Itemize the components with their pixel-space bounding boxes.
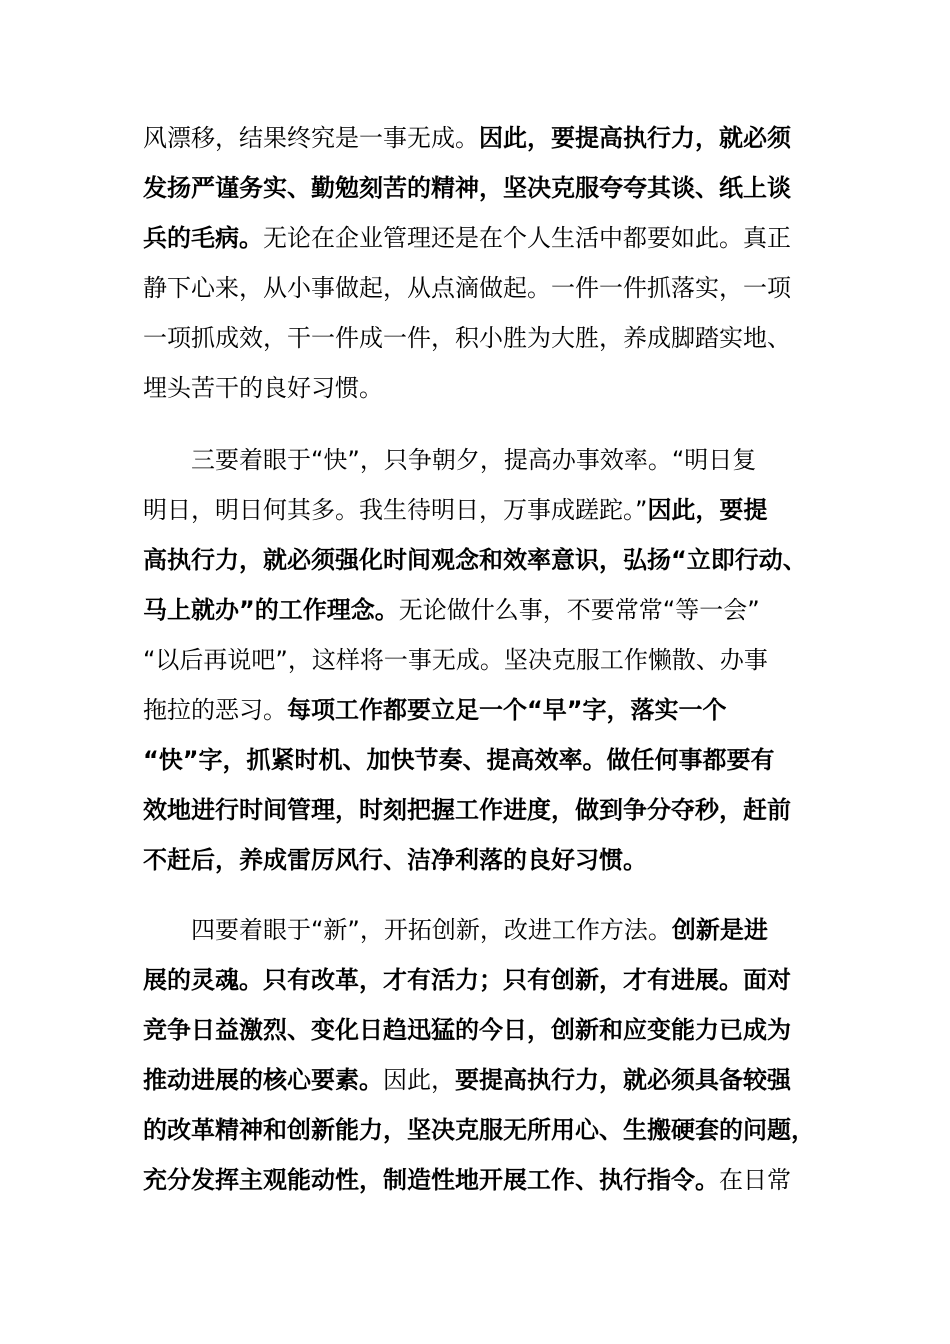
- text-line: [143, 835, 823, 885]
- text-segment: 拖拉的恶习。: [143, 696, 287, 724]
- bold-text-segment: 充分发挥主观能动性，制造性地开展工作、执行指令。: [143, 1166, 719, 1194]
- text-line: [143, 435, 823, 485]
- text-segment: 因此，: [383, 1066, 455, 1094]
- text-line: [143, 113, 823, 163]
- text-line: [143, 485, 823, 535]
- text-line: [143, 213, 823, 263]
- text-line: [143, 363, 823, 413]
- text-segment: 风漂移，结果终究是一事无成。: [143, 124, 479, 152]
- text-segment: 明日，明日何其多。我生待明日，万事成蹉跎。”: [143, 496, 648, 524]
- bold-text-segment: 展的灵魂。只有改革，才有活力；只有创新，才有进展。面对: [143, 966, 791, 994]
- bold-text-segment: 创新是进: [671, 916, 768, 944]
- text-segment: 埋头苦干的良好习惯。: [143, 374, 383, 402]
- bold-text-segment: “快”字，抓紧时机、加快节奏、提高效率。做任何事都要有: [143, 746, 775, 774]
- bold-text-segment: 因此，要提高执行力，就必须: [479, 124, 791, 152]
- bold-text-segment: 效地进行时间管理，时刻把握工作进度，做到争分夺秒，赶前: [143, 796, 791, 824]
- text-segment: 三要着眼于“快”，只争朝夕，提高办事效率。“明日复: [191, 446, 757, 474]
- text-segment: “以后再说吧”，这样将一事无成。坚决克服工作懒散、办事: [143, 646, 768, 674]
- bold-text-segment: 发扬严谨务实、勤勉刻苦的精神，坚决克服夸夸其谈、纸上谈: [143, 174, 791, 202]
- text-line: [143, 313, 823, 363]
- bold-text-segment: 不赶后，养成雷厉风行、洁净利落的良好习惯。: [143, 846, 647, 874]
- text-line: [143, 163, 823, 213]
- bold-text-segment: 的改革精神和创新能力，坚决克服无所用心、生搬硬套的问题，: [143, 1116, 815, 1144]
- text-line: [143, 785, 823, 835]
- text-segment: 在日常: [719, 1166, 791, 1194]
- text-line: [143, 955, 823, 1005]
- bold-text-segment: 兵的毛病。: [143, 224, 263, 252]
- paragraph: [143, 905, 823, 1205]
- text-line: [143, 1155, 823, 1205]
- text-line: [143, 535, 823, 585]
- bold-text-segment: 每项工作都要立足一个“早”字，落实一个: [287, 696, 727, 724]
- text-segment: 静下心来，从小事做起，从点滴做起。一件一件抓落实，一项: [143, 274, 791, 302]
- text-segment: 无论在企业管理还是在个人生活中都要如此。真正: [263, 224, 791, 252]
- bold-text-segment: 推动进展的核心要素。: [143, 1066, 383, 1094]
- bold-text-segment: 竞争日益激烈、变化日趋迅猛的今日，创新和应变能力已成为: [143, 1016, 791, 1044]
- text-line: [143, 1055, 823, 1105]
- bold-text-segment: 马上就办”的工作理念。: [143, 596, 399, 624]
- bold-text-segment: 要提高执行力，就必须具备较强: [455, 1066, 791, 1094]
- text-line: [143, 1105, 823, 1155]
- paragraph: [143, 435, 823, 885]
- text-line: [143, 263, 823, 313]
- bold-text-segment: 高执行力，就必须强化时间观念和效率意识，弘扬“立即行动、: [143, 546, 807, 574]
- paragraph: [143, 113, 823, 413]
- text-segment: 一项抓成效，干一件成一件，积小胜为大胜，养成脚踏实地、: [143, 324, 791, 352]
- text-line: [143, 905, 823, 955]
- text-line: [143, 685, 823, 735]
- text-segment: 四要着眼于“新”，开拓创新，改进工作方法。: [191, 916, 672, 944]
- text-line: [143, 735, 823, 785]
- text-segment: 无论做什么事，不要常常“等一会”: [398, 596, 760, 624]
- bold-text-segment: 因此，要提: [647, 496, 768, 524]
- text-line: [143, 585, 823, 635]
- text-line: [143, 635, 823, 685]
- text-line: [143, 1005, 823, 1055]
